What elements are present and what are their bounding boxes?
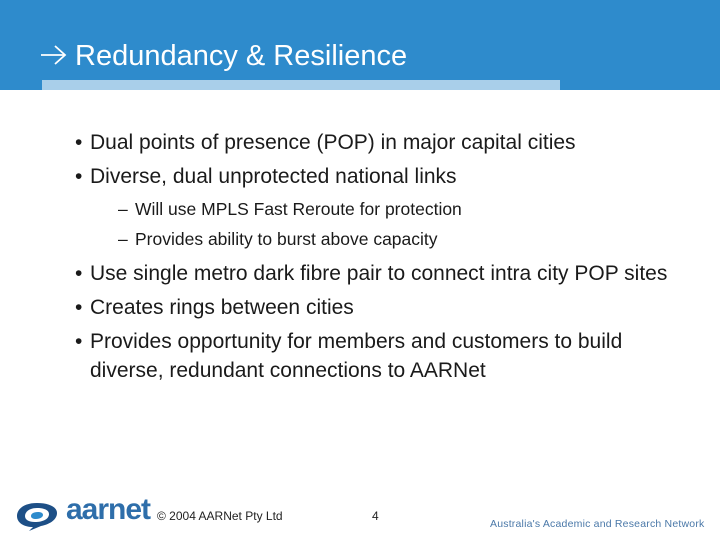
logo-wordmark: aarnet [66, 493, 151, 526]
copyright-text: © 2004 AARNet Pty Ltd [157, 509, 283, 523]
arrow-right-icon [40, 43, 68, 67]
slide-title: Redundancy & Resilience [75, 40, 408, 72]
bullet-text: Use single metro dark fibre pair to connect intra city POP sites [90, 262, 668, 285]
sub-bullet-text: Provides ability to burst above capacity [135, 229, 438, 249]
bullet-symbol: • [75, 262, 83, 285]
sub-bullet-item [72, 196, 682, 222]
bullet-text: Provides opportunity for members and customers to build diverse, redundant connections to AARNet [90, 330, 623, 382]
sub-bullet-symbol: – [118, 229, 128, 249]
bullet-symbol: • [75, 330, 83, 353]
bullet-item [72, 128, 682, 157]
sub-bullet-text: Will use MPLS Fast Reroute for protection [135, 199, 462, 219]
footer-tagline: Australia's Academic and Research Network [490, 518, 705, 530]
bullet-symbol: • [75, 131, 83, 154]
aarnet-logo [14, 493, 151, 531]
sub-bullet-item [72, 226, 682, 252]
bullet-item [72, 259, 682, 288]
sub-bullet-symbol: – [118, 199, 128, 219]
bullet-item [72, 162, 682, 191]
sub-bullet-list [72, 196, 682, 252]
page-number: 4 [372, 509, 379, 523]
bullet-text: Creates rings between cities [90, 296, 354, 319]
bullet-list [72, 128, 682, 390]
bullet-text: Diverse, dual unprotected national links [90, 165, 457, 188]
bullet-item [72, 293, 682, 322]
bullet-text: Dual points of presence (POP) in major capital cities [90, 131, 576, 154]
bullet-symbol: • [75, 296, 83, 319]
bullet-symbol: • [75, 165, 83, 188]
header-accent-bar [42, 80, 560, 90]
bullet-item [72, 327, 682, 385]
aarnet-logo-swirl-icon [14, 499, 60, 531]
